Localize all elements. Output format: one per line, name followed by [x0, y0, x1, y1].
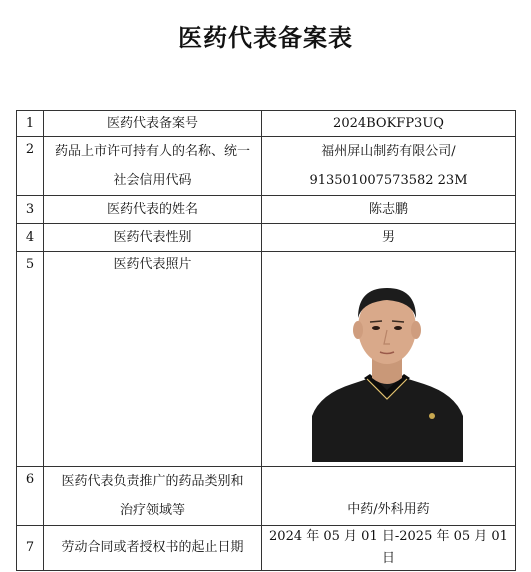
table-row — [17, 224, 516, 252]
field-label-text: 医药代表照片 — [113, 257, 192, 272]
representative-photo — [312, 266, 463, 462]
row-number-text: 5 — [25, 257, 35, 272]
field-value-line: 福州屏山制药有限公司/ — [321, 144, 456, 159]
field-value-text: 中药/外科用药 — [347, 502, 430, 517]
row-number-text: 6 — [25, 472, 35, 487]
row-number: 1 — [17, 111, 44, 137]
field-value — [262, 467, 516, 526]
field-label — [44, 467, 262, 526]
row-number — [17, 467, 44, 526]
row-number — [17, 252, 44, 467]
field-value: 2024BOKFP3UQ — [262, 111, 516, 137]
field-label: 医药代表备案号 — [44, 111, 262, 137]
table-row — [17, 526, 516, 571]
field-label: 医药代表的姓名 — [44, 196, 262, 224]
field-label-line: 治疗领域等 — [119, 503, 185, 518]
field-label — [44, 252, 262, 467]
photo-cell — [262, 252, 516, 467]
row-number: 7 — [17, 526, 44, 571]
field-value: 陈志鹏 — [262, 196, 516, 224]
table-row — [17, 111, 516, 137]
field-label: 劳动合同或者授权书的起止日期 — [44, 526, 262, 571]
field-value: 男 — [262, 224, 516, 252]
field-label — [44, 137, 262, 196]
row-number-text: 2 — [25, 142, 35, 157]
table-row — [17, 252, 516, 467]
field-label-line: 社会信用代码 — [113, 173, 192, 188]
field-label: 医药代表性别 — [44, 224, 262, 252]
field-value-line: 913501007573582 23M — [309, 173, 468, 188]
field-value — [262, 137, 516, 196]
table-row — [17, 467, 516, 526]
record-table — [16, 110, 516, 571]
field-value: 2024 年 05 月 01 日-2025 年 05 月 01 日 — [262, 526, 516, 571]
field-label-line: 医药代表负责推广的药品类别和 — [61, 474, 244, 489]
row-number: 4 — [17, 224, 44, 252]
row-number — [17, 137, 44, 196]
document-title: 医药代表备案表 — [178, 24, 353, 52]
row-number: 3 — [17, 196, 44, 224]
table-row — [17, 137, 516, 196]
table-row — [17, 196, 516, 224]
field-label-line: 药品上市许可持有人的名称、统一 — [54, 144, 250, 159]
